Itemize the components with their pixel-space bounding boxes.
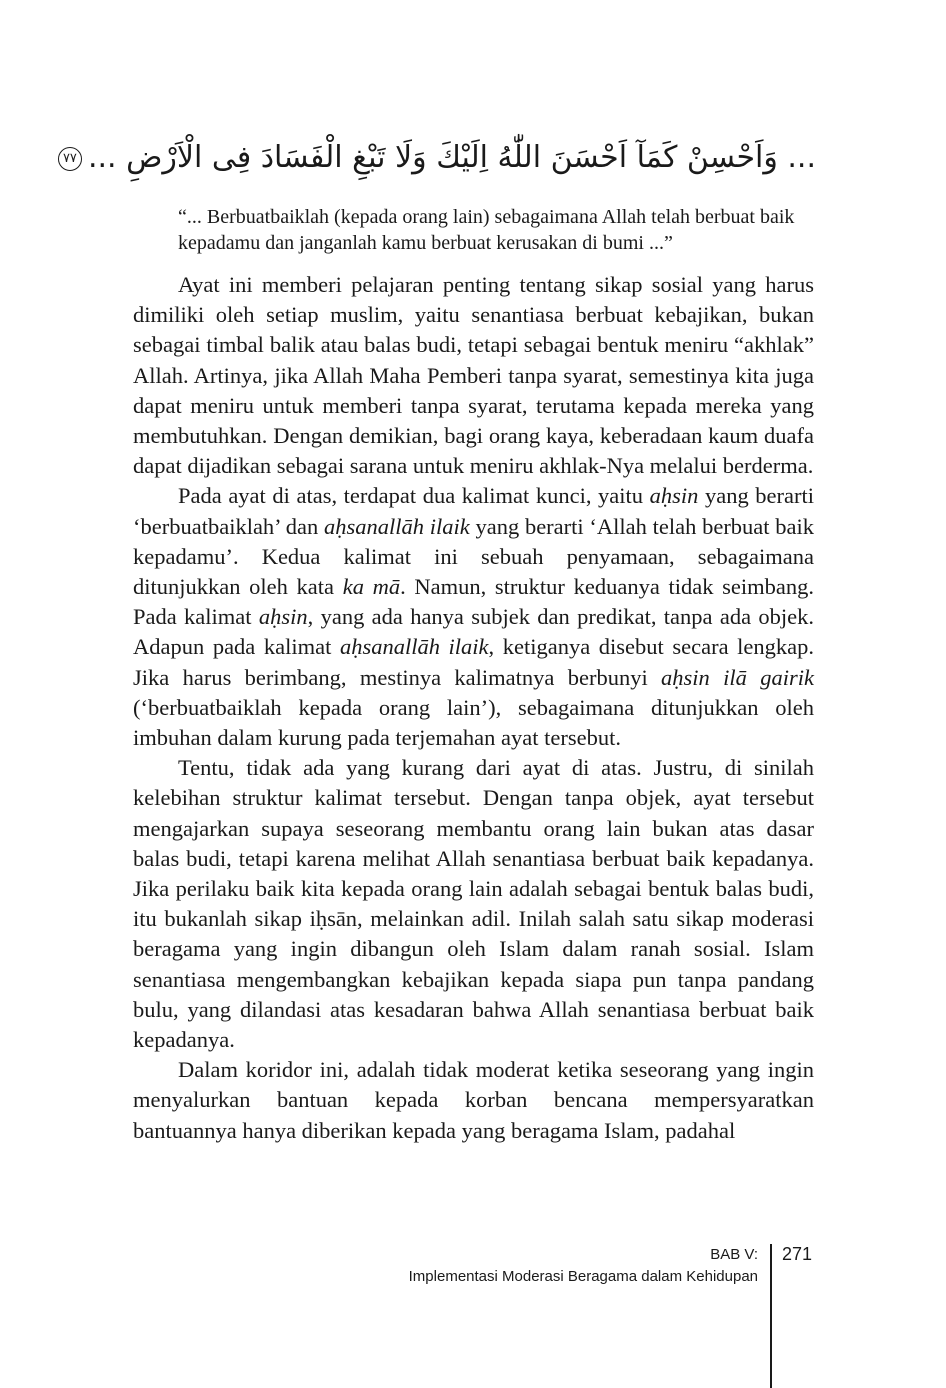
text-run: Pada ayat di atas, terdapat dua kalimat kunci, yaitu (178, 483, 650, 509)
italic-term: aḥsin (258, 604, 308, 630)
verse-arabic-text: ... وَاَحْسِنْ كَمَآ اَحْسَنَ اللّٰهُ اِلَيْكَ وَلَا تَبْغِ الْفَسَادَ فِى الْاَرْضِ ... (87, 140, 816, 175)
main-text (133, 270, 814, 1146)
paragraph-1: Ayat ini memberi pelajaran penting tentang sikap sosial yang harus dimiliki oleh setiap muslim, yaitu senantiasa berbuat kebajikan, bukan sebagai timbal balik atau balas budi, tetapi sebagai bentuk meniru “akhlak” Allah. Artinya, jika Allah Maha Pemberi tanpa syarat, semestinya kita juga dapat meniru untuk memberi tanpa syarat, terutama kepada mereka yang membutuhkan. Dengan demikian, bagi orang kaya, keberadaan kaum duafa dapat dijadikan sebagai sarana untuk meniru akhlak-Nya melalui berderma. (133, 272, 814, 479)
text-run: (‘berbuatbaiklah kepada orang lain’), sebagaimana ditunjukkan oleh imbuhan dalam kurung pada terjemahan ayat tersebut. (133, 694, 814, 751)
paragraph-3: Tentu, tidak ada yang kurang dari ayat di atas. Justru, di sinilah kelebihan struktur kalimat tersebut. Dengan tanpa objek, ayat tersebut mengajarkan supaya seseorang membantu orang lain bukan atas dasar balas budi, tetapi karena melihat Allah senantiasa berbuat baik kepadanya. Jika perilaku baik kita kepada orang lain adalah sebagai bentuk balas budi, itu bukanlah sikap iḥsān, melainkan adil. Inilah salah satu sikap moderasi beragama yang ingin dibangun oleh Islam dalam ranah sosial. Islam senantiasa mengembangkan kebajikan kepada siapa pun tanpa pandang bulu, yang dilandasi atas kesadaran bahwa Allah senantiasa berbuat baik kepadanya. (133, 755, 814, 1053)
verse-translation: “... Berbuatbaiklah (kepada orang lain) sebagaimana Allah telah berbuat baik kepadamu dan janganlah kamu berbuat kerusakan di bumi ...” (178, 206, 795, 254)
text-run: , yang ada hanya subjek dan predikat, tanpa ada objek. Adapun pada kalimat (133, 604, 814, 660)
italic-term: aḥsin (649, 483, 699, 509)
paragraph-4: Dalam koridor ini, adalah tidak moderat ketika seseorang yang ingin menyalurkan bantuan kepada korban bencana mempersyaratkan bantuannya hanya diberikan kepada yang beragama Islam, padahal (133, 1057, 814, 1143)
text-run: yang berarti ‘berbuatbaiklah’ dan (133, 483, 814, 539)
ayah-number-marker: ٧٧ (58, 147, 82, 171)
text-run: . Namun, struktur keduanya tidak seimbang. Pada kalimat (133, 574, 814, 630)
text-run: , ketiganya disebut secara lengkap. Jika harus berimbang, mestinya kalimatnya berbunyi (133, 634, 815, 690)
italic-term: aḥsin ilā gairik (661, 664, 814, 690)
paragraph-2 (133, 481, 814, 753)
running-footer (409, 1244, 758, 1288)
chapter-label: BAB V: (710, 1246, 758, 1263)
page-number: 271 (782, 1244, 813, 1264)
italic-term: ka mā (342, 574, 401, 600)
text-run: yang berarti ‘Allah telah berbuat baik kepadamu’. Kedua kalimat ini sebuah penyamaan, sebagaimana ditunjukkan oleh kata (133, 513, 815, 600)
italic-term: aḥsanallāh ilaik (339, 634, 489, 660)
chapter-title: Implementasi Moderasi Beragama dalam Kehidupan (408, 1268, 758, 1285)
footer-divider (770, 1244, 772, 1388)
italic-term: aḥsanallāh ilaik (323, 513, 470, 539)
quran-verse-arabic (62, 128, 816, 188)
